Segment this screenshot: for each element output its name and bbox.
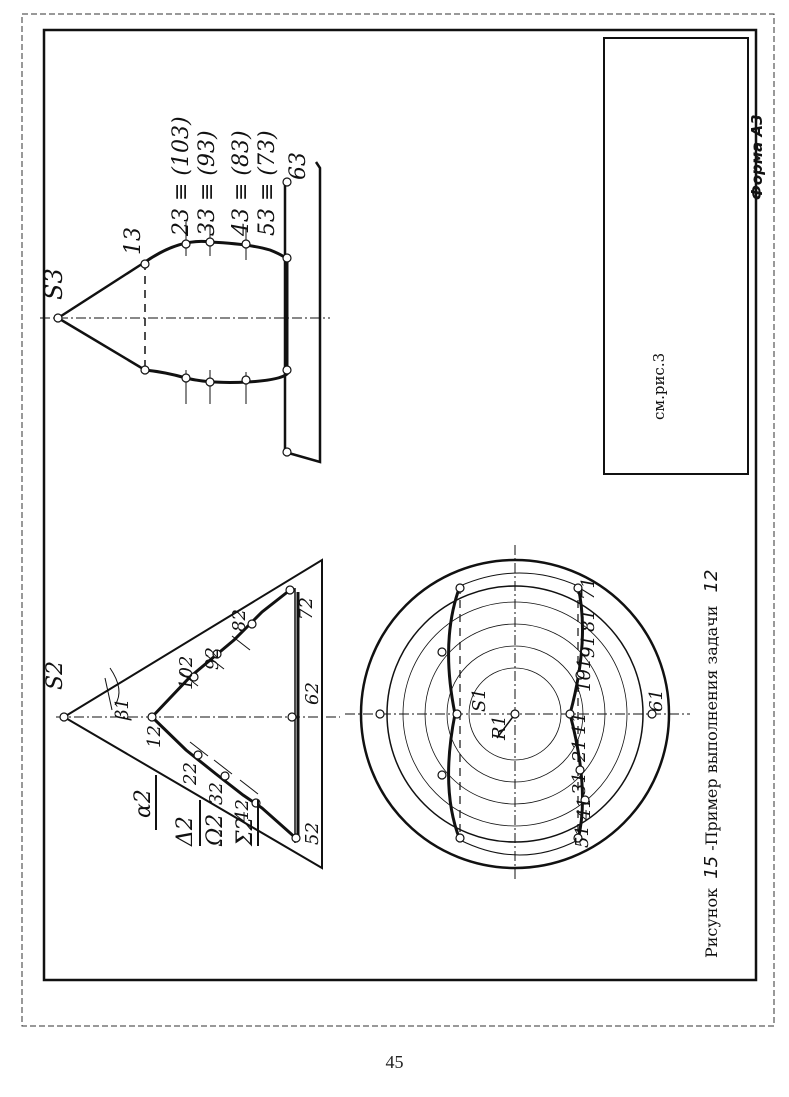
label-6-2: 62: [302, 682, 323, 705]
svg-text:Рисунок 15 -Пример: [701, 570, 722, 958]
point-1-3: [141, 260, 149, 268]
label-5-1: 51: [572, 825, 593, 848]
point-3-2: [221, 772, 229, 780]
point-2-3: [182, 240, 190, 248]
label-4-3: 43 ≡ (83): [229, 130, 254, 236]
profile-base: [285, 162, 320, 462]
label-delta: Δ2: [173, 816, 198, 846]
see-figure-note: см.рис.3: [650, 352, 668, 420]
point-9-1b: [438, 648, 446, 656]
title-block: [604, 38, 748, 474]
label-10-2: 102: [176, 655, 197, 690]
page-number: 45: [385, 1052, 404, 1072]
label-1-2: 12: [144, 725, 165, 748]
label-2-1: 21: [569, 739, 590, 762]
label-3-3: 33 ≡ (93): [195, 130, 220, 236]
point-4-3: [242, 240, 250, 248]
point-1-3b: [141, 366, 149, 374]
label-1-3: 13: [121, 227, 146, 255]
label-s1: S1: [469, 688, 490, 712]
point-s3: [54, 314, 62, 322]
label-2-3: 23 ≡ (103): [169, 116, 194, 236]
caption-text: -Пример выполнения задачи: [702, 605, 721, 851]
label-6-1: 61: [646, 689, 667, 712]
label-1-1: 11: [569, 712, 590, 735]
point-2-2: [194, 751, 202, 759]
label-10-1: 101: [574, 657, 595, 692]
point-3-1b: [438, 771, 446, 779]
point-3-3b: [206, 378, 214, 386]
point-s2: [60, 713, 68, 721]
label-2-2: 22: [180, 762, 201, 785]
profile-generator-upper: [58, 262, 145, 318]
label-s2: S2: [43, 660, 68, 690]
section-curve-profile: [145, 241, 287, 382]
point-3-3: [206, 238, 214, 246]
drawing-frame: [44, 30, 756, 980]
front-labels: [43, 597, 323, 845]
label-9-2: 92: [202, 647, 223, 670]
caption-number: 15: [701, 855, 722, 879]
point-6-2: [288, 713, 296, 721]
point-2-3b: [182, 374, 190, 382]
point-center-left: [453, 710, 461, 718]
section-curve-upper: [460, 573, 578, 586]
label-r: R1: [489, 714, 510, 740]
label-s3: S3: [40, 268, 68, 300]
caption-task: 12: [701, 569, 722, 593]
label-4-2: 42: [232, 799, 253, 822]
label-4-1: 41: [574, 797, 595, 820]
form-label: Форма А3: [748, 114, 766, 200]
profile-labels: [40, 116, 311, 300]
point-6-3b: [283, 448, 291, 456]
point-5-3b: [283, 366, 291, 374]
front-points: [60, 586, 300, 842]
label-beta: β1: [112, 698, 133, 720]
label-7-2: 72: [296, 597, 317, 620]
figure-caption: [701, 570, 722, 958]
label-omega: Ω2: [203, 813, 228, 846]
label-3-1: 31: [569, 772, 590, 795]
label-7-1: 71: [578, 577, 599, 600]
outer-trim-frame: [22, 14, 774, 1026]
label-3-2: 32: [206, 782, 227, 805]
label-5-2: 52: [302, 822, 323, 845]
label-sigma: Σ2: [233, 816, 258, 846]
label-6-3: 63: [286, 152, 311, 180]
label-9-1: 91: [578, 635, 599, 658]
point-5-3: [283, 254, 291, 262]
point-s1: [511, 710, 519, 718]
point-7-1b: [456, 584, 464, 592]
label-8-1: 81: [578, 609, 599, 632]
profile-generator-lower: [58, 318, 145, 370]
label-alpha: α2: [131, 789, 156, 818]
label-8-2: 82: [229, 609, 250, 632]
point-7-2: [286, 586, 294, 594]
point-4-3b: [242, 376, 250, 384]
label-5-3: 53 ≡ (73): [255, 130, 280, 236]
point-1-2: [148, 713, 156, 721]
point-far-left: [376, 710, 384, 718]
point-5-2: [292, 834, 300, 842]
caption-prefix: Рисунок: [702, 887, 721, 958]
top-points: [376, 584, 656, 842]
profile-ticks: [186, 222, 246, 404]
point-5-1b: [456, 834, 464, 842]
